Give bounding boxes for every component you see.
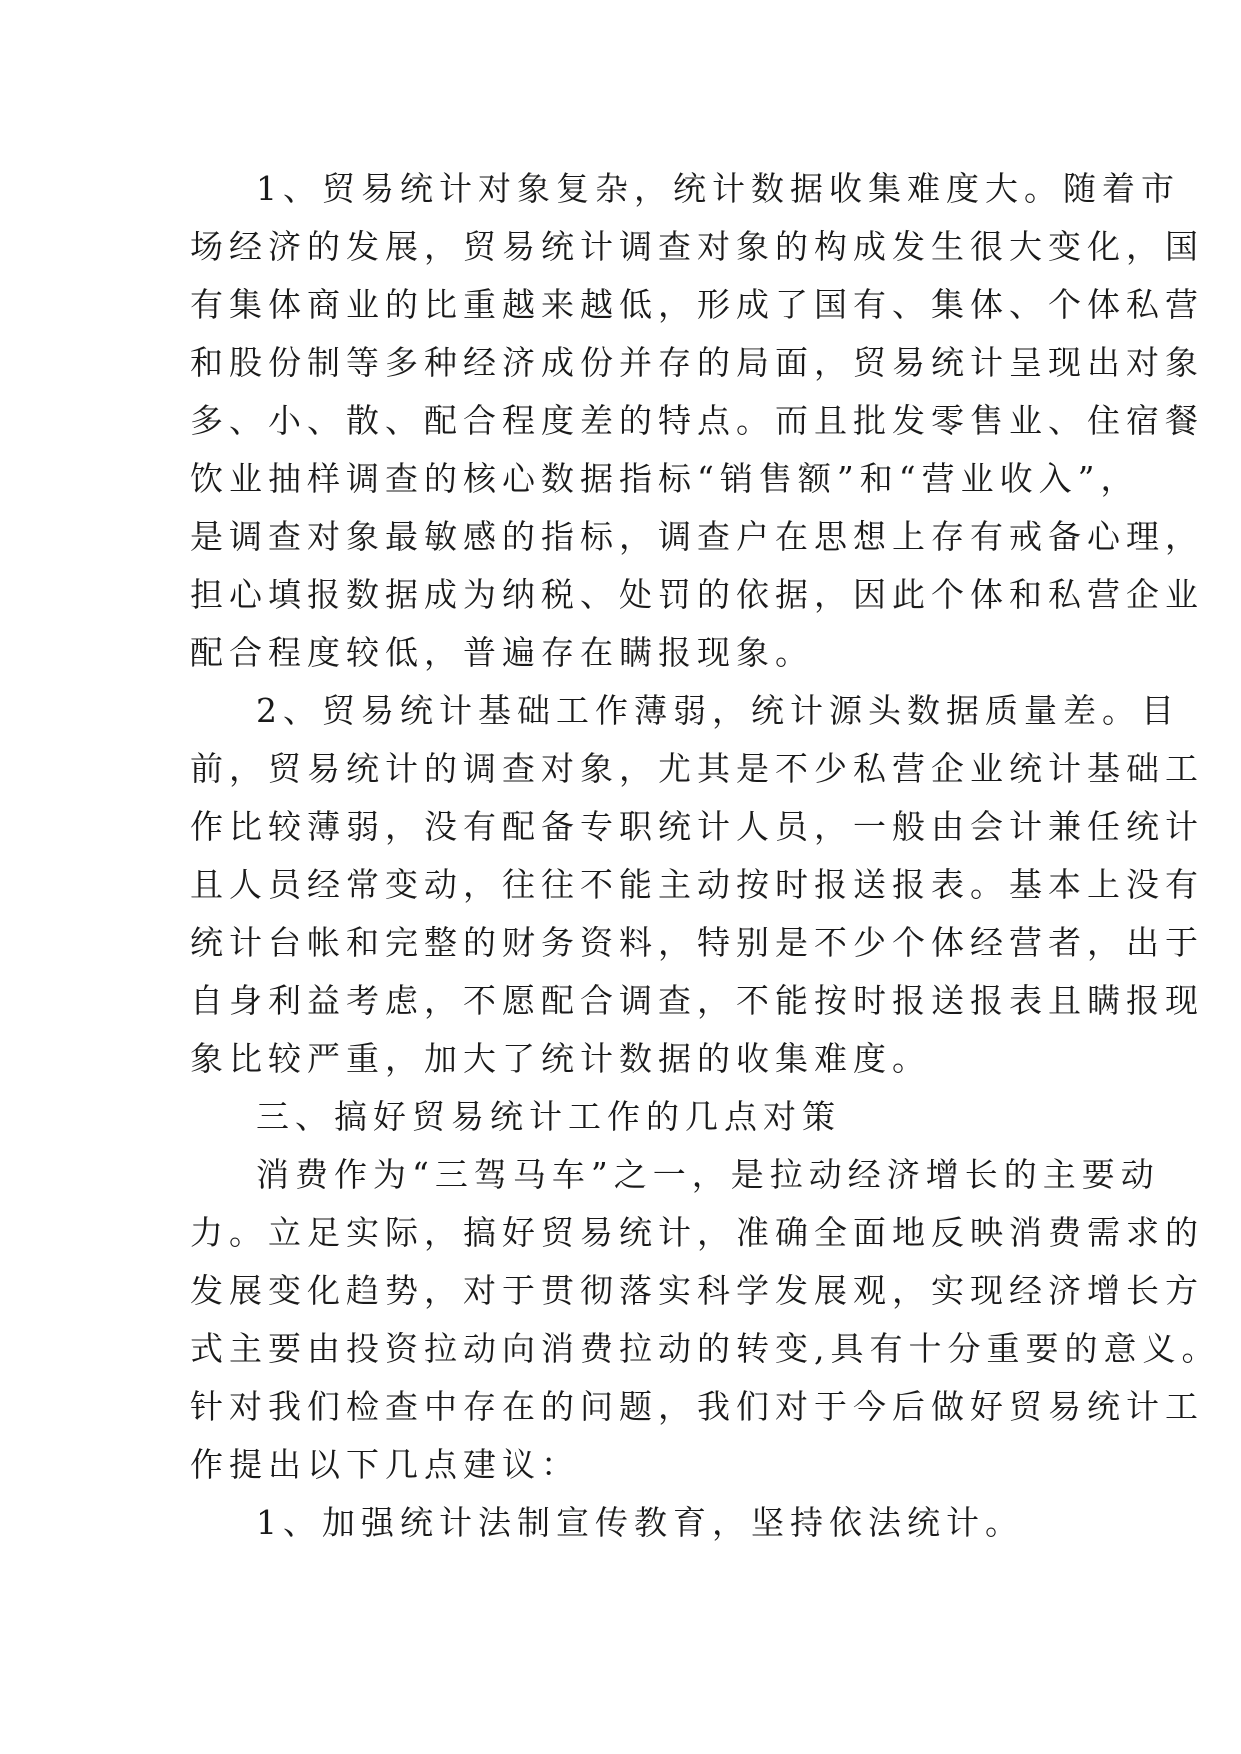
text-line: 饮业抽样调查的核心数据指标“销售额”和“营业收入”， <box>190 459 1140 498</box>
text-line: 作比较薄弱，没有配备专职统计人员，一般由会计兼任统计 <box>190 807 1204 846</box>
text-line: 消费作为“三驾马车”之一，是拉动经济增长的主要动 <box>256 1155 1160 1194</box>
text-line: 是调查对象最敏感的指标，调查户在思想上存有戒备心理， <box>190 517 1204 556</box>
text-line: 有集体商业的比重越来越低，形成了国有、集体、个体私营 <box>190 285 1204 324</box>
text-line: 象比较严重，加大了统计数据的收集难度。 <box>190 1039 931 1078</box>
text-line: 针对我们检查中存在的问题，我们对于今后做好贸易统计工 <box>190 1387 1204 1426</box>
text-line: 发展变化趋势，对于贯彻落实科学发展观，实现经济增长方 <box>190 1271 1204 1310</box>
text-line: 场经济的发展，贸易统计调查对象的构成发生很大变化，国 <box>190 227 1204 266</box>
text-line: 式主要由投资拉动向消费拉动的转变,具有十分重要的意义。 <box>190 1329 1221 1368</box>
text-line: 多、小、散、配合程度差的特点。而且批发零售业、住宿餐 <box>190 401 1204 440</box>
text-line: 和股份制等多种经济成份并存的局面，贸易统计呈现出对象 <box>190 343 1204 382</box>
text-line: 作提出以下几点建议： <box>190 1445 580 1484</box>
text-line: 统计台帐和完整的财务资料，特别是不少个体经营者，出于 <box>190 923 1204 962</box>
text-line: 且人员经常变动，往往不能主动按时报送报表。基本上没有 <box>190 865 1204 904</box>
text-line: 配合程度较低，普遍存在瞒报现象。 <box>190 633 814 672</box>
text-line: 前，贸易统计的调查对象，尤其是不少私营企业统计基础工 <box>190 749 1204 788</box>
text-line: 2、贸易统计基础工作薄弱，统计源头数据质量差。目 <box>256 691 1180 730</box>
section-heading: 三、搞好贸易统计工作的几点对策 <box>256 1097 841 1136</box>
text-line: 1、加强统计法制宣传教育，坚持依法统计。 <box>256 1503 1024 1542</box>
body-text <box>190 160 1221 1552</box>
text-line: 1、贸易统计对象复杂，统计数据收集难度大。随着市 <box>256 169 1180 208</box>
text-line: 力。立足实际，搞好贸易统计，准确全面地反映消费需求的 <box>190 1213 1204 1252</box>
text-line: 自身利益考虑，不愿配合调查，不能按时报送报表且瞒报现 <box>190 981 1204 1020</box>
text-line: 担心填报数据成为纳税、处罚的依据，因此个体和私营企业 <box>190 575 1204 614</box>
